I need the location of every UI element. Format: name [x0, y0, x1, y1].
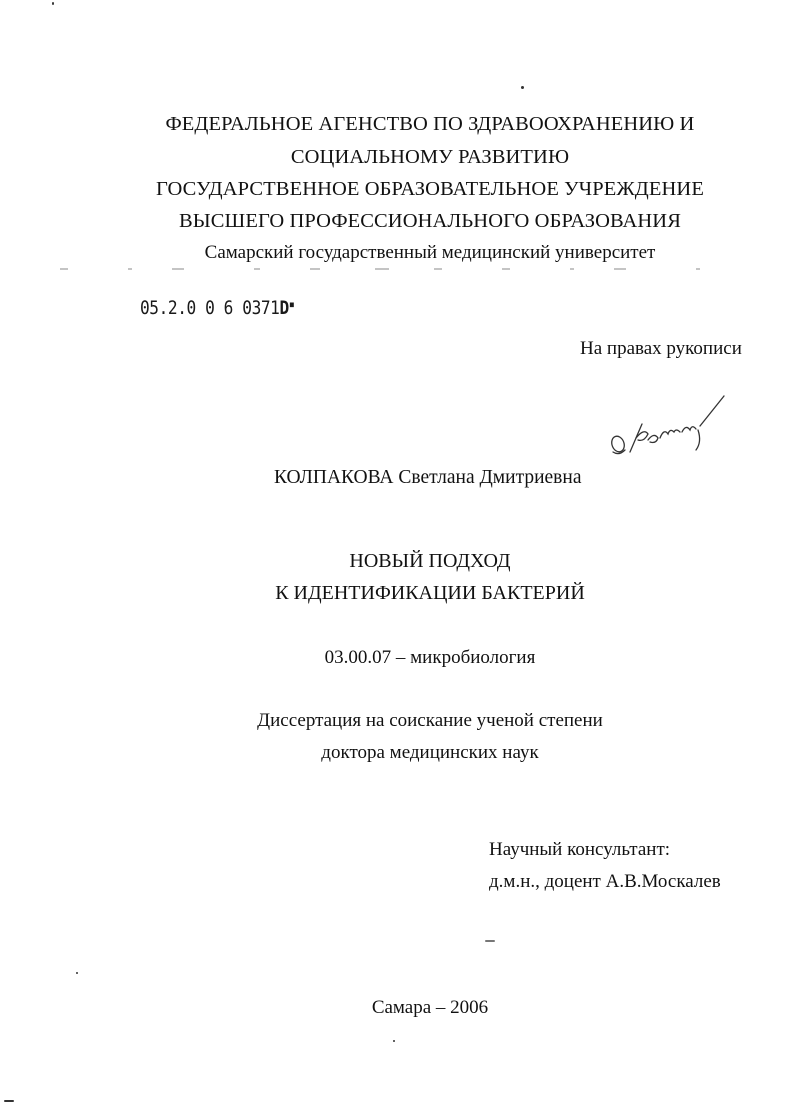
scan-speck — [485, 940, 495, 942]
specialty-code: 03.00.07 – микробиология — [324, 647, 536, 668]
author-name: КОЛПАКОВА Светлана Дмитриевна — [274, 467, 582, 488]
scan-speck — [52, 2, 54, 5]
consultant-name: д.м.н., доцент А.В.Москалев — [489, 871, 721, 892]
city-year: Самара – 2006 — [371, 997, 489, 1018]
header-line-2: СОЦИАЛЬНОМУ РАЗВИТИЮ — [290, 146, 570, 168]
separator-line — [60, 267, 700, 271]
scan-speck — [393, 1040, 395, 1042]
scan-speck — [521, 86, 524, 89]
stamp-mark-icon: D — [279, 297, 289, 319]
registration-number — [140, 297, 295, 319]
header-line-1: ФЕДЕРАЛЬНОЕ АГЕНСТВО ПО ЗДРАВООХРАНЕНИЮ И — [165, 113, 695, 135]
title-line-1: НОВЫЙ ПОДХОД — [349, 550, 511, 572]
university-name: Самарский государственный медицинский университет — [204, 242, 656, 263]
scan-speck — [4, 1100, 14, 1102]
scan-speck — [76, 972, 78, 974]
signature-image — [608, 394, 728, 464]
degree-line-2: доктора медицинских наук — [321, 742, 539, 763]
degree-line-1: Диссертация на соискание ученой степени — [257, 710, 603, 731]
stamp-tick-icon: ▪ — [288, 297, 295, 311]
registration-code: 05.2.0 0 6 0371 — [140, 297, 280, 319]
consultant-label: Научный консультант: — [489, 839, 671, 860]
manuscript-rights: На правах рукописи — [580, 338, 742, 359]
header-line-3: ГОСУДАРСТВЕННОЕ ОБРАЗОВАТЕЛЬНОЕ УЧРЕЖДЕНИЕ — [156, 178, 704, 200]
title-line-2: К ИДЕНТИФИКАЦИИ БАКТЕРИЙ — [275, 582, 585, 604]
header-line-4: ВЫСШЕГО ПРОФЕССИОНАЛЬНОГО ОБРАЗОВАНИЯ — [179, 210, 681, 232]
